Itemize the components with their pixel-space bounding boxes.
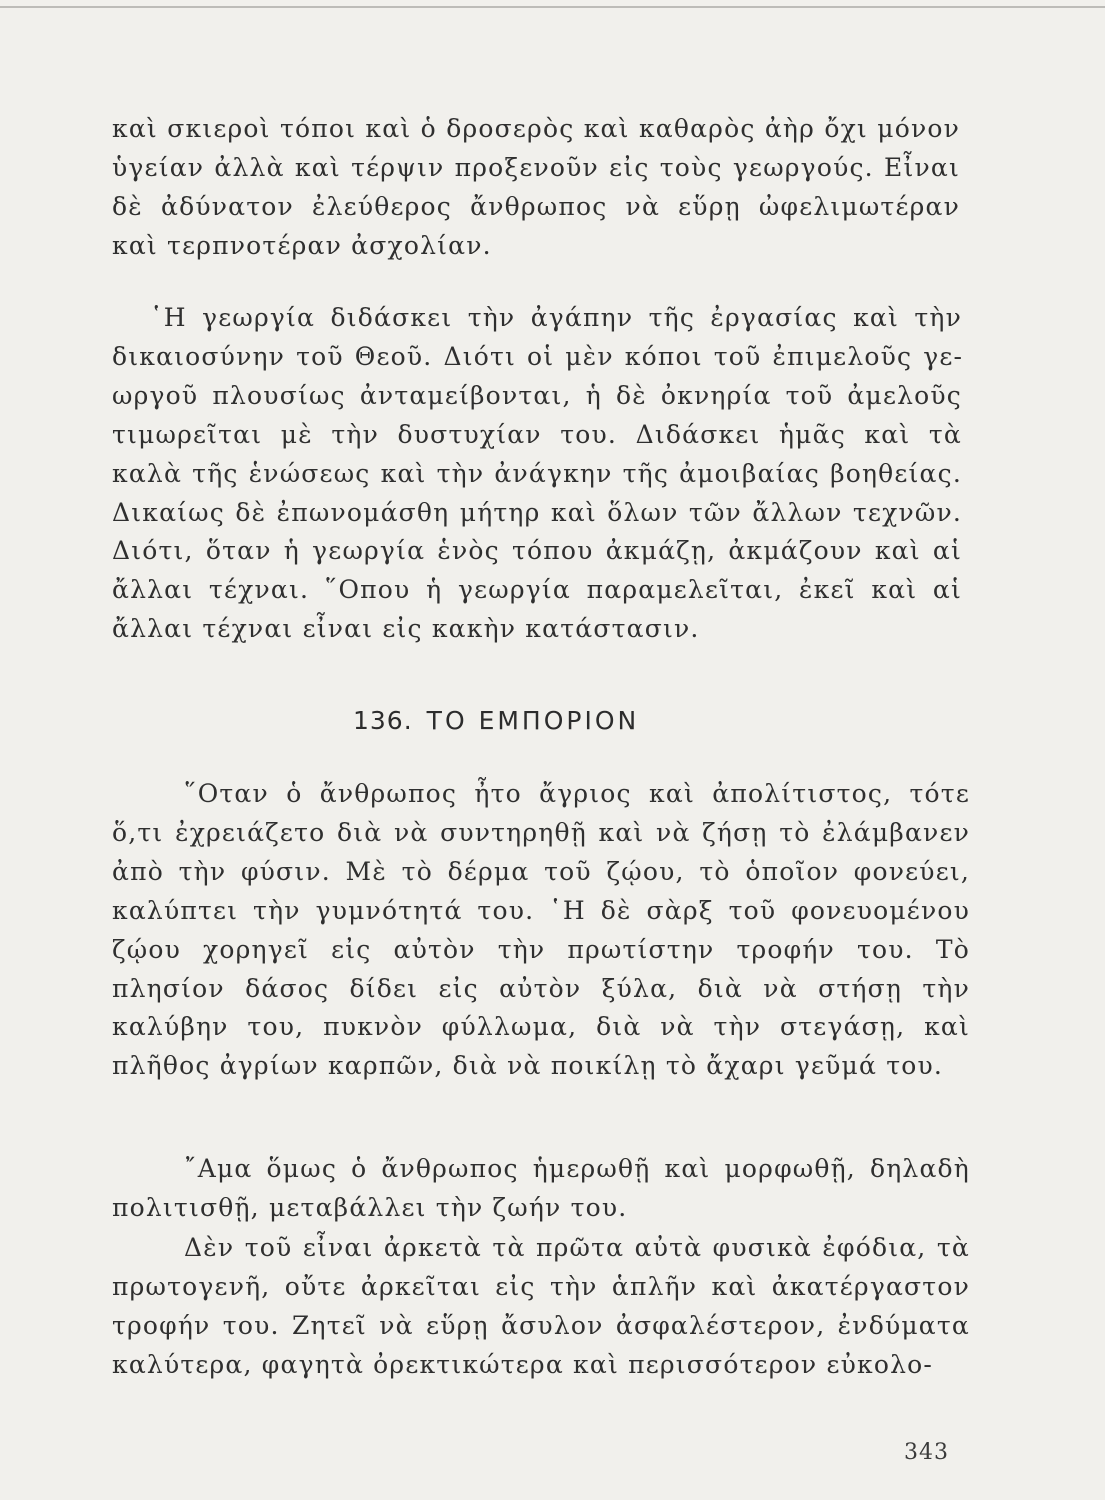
paragraph-needs: Δὲν τοῦ εἶναι ἀρκετὰ τὰ πρῶτα αὐτὰ φυσικὰ ἐφόδια, τὰ πρωτογενῆ, οὔτε ἀρκεῖται εἰς τὴν ἁπλῆν καὶ ἀκατέργαστον τροφήν του. Ζητεῖ νὰ εὕρῃ ἄσυλον ἀσφαλέστερον, ἐνδύματα καλύτερα, φαγητὰ ὀρεκτικώτερα καὶ περισσότερον εὐκολο- [112, 1233, 970, 1379]
paragraph-civilized-man: ῎Αμα ὅμως ὁ ἄνθρωπος ἡμερωθῇ καὶ μορφωθῇ, δηλαδὴ πολιτισθῇ, μεταβάλλει τὴν ζωήν του. [112, 1154, 970, 1222]
page-number: 343 [904, 1440, 949, 1465]
paragraph-continued: καὶ σκιεροὶ τόποι καὶ ὁ δροσερὸς καὶ καθαρὸς ἀὴρ ὄχι μόνον ὑγείαν ἀλλὰ καὶ τέρψιν προξενοῦν εἰς τοὺς γεωργούς. Εἶναι δὲ ἀδύνατον ἐλεύθερος ἄνθρωπος νὰ εὕρῃ ὠφελιμωτέραν καὶ τερπνοτέραν ἀσχολίαν. [112, 114, 960, 260]
section-heading [353, 706, 639, 735]
paragraph-agriculture: ῾Η γεωργία διδάσκει τὴν ἀγάπην τῆς ἐργασίας καὶ τὴν δικαιοσύνην τοῦ Θεοῦ. Διότι οἱ μὲν κόποι τοῦ ἐπιμελοῦς γεωργοῦ πλουσίως ἀνταμείβονται, ἡ δὲ ὀκνηρία τοῦ ἀμελοῦς τιμωρεῖται μὲ τὴν δυστυχίαν του. Διδάσκει ἡμᾶς καὶ τὰ καλὰ τῆς ἑνώσεως καὶ τὴν ἀνάγκην τῆς ἀμοιβαίας βοηθείας. Δικαίως δὲ ἐπωνομάσθη μήτηρ καὶ ὅλων τῶν ἄλλων τεχνῶν. Διότι, ὅταν ἡ γεωργία ἑνὸς τόπου ἀκμάζῃ, ἀκμάζουν καὶ αἱ ἄλλαι τέχναι. ῞Οπου ἡ γεωργία παραμελεῖται, ἐκεῖ καὶ αἱ ἄλλαι τέχναι εἶναι εἰς κακὴν κατάστασιν. [112, 303, 962, 644]
section-number: 136. [353, 706, 413, 735]
section-title: ΤΟ ΕΜΠΟΡΙΟΝ [426, 706, 640, 735]
paragraph-primitive-man: ῞Οταν ὁ ἄνθρωπος ἦτο ἄγριος καὶ ἀπολίτιστος, τότε ὅ,τι ἐχρειάζετο διὰ νὰ συντηρηθῇ καὶ νὰ ζήσῃ τὸ ἐλάμβανεν ἀπὸ τὴν φύσιν. Μὲ τὸ δέρμα τοῦ ζῴου, τὸ ὁποῖον φονεύει, καλύπτει τὴν γυμνότητά του. ῾Η δὲ σὰρξ τοῦ φονευομένου ζῴου χορηγεῖ εἰς αὐτὸν τὴν πρωτίστην τροφήν του. Τὸ πλησίον δάσος δίδει εἰς αὐτὸν ξύλα, διὰ νὰ στήσῃ τὴν καλύβην του, πυκνὸν φύλλωμα, διὰ νὰ τὴν στεγάσῃ, καὶ πλῆθος ἀγρίων καρπῶν, διὰ νὰ ποικίλῃ τὸ ἄχαρι γεῦμά του. [112, 779, 970, 1081]
